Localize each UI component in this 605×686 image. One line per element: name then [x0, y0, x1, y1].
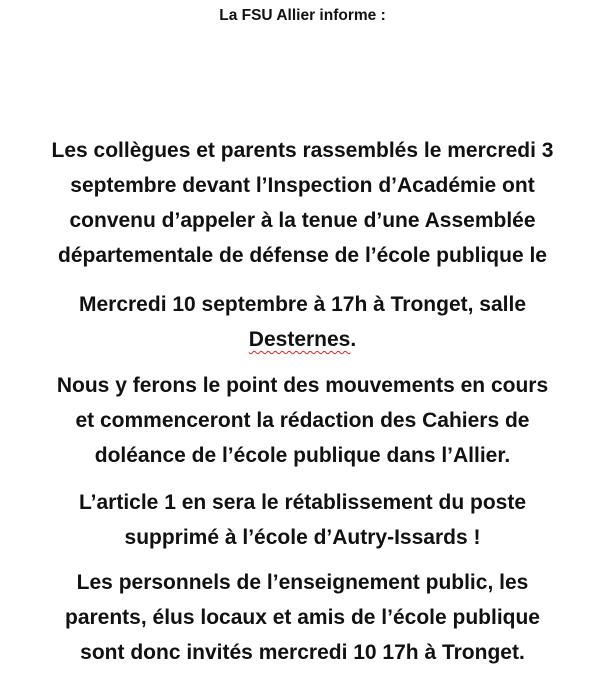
- text-line: départementale de défense de l’école publique le: [58, 244, 547, 267]
- text-line: parents, élus locaux et amis de l’école publique: [65, 606, 540, 629]
- paragraph-agenda: [0, 368, 605, 473]
- document-heading: La FSU Allier informe :: [219, 7, 386, 24]
- text-line: sont donc invités mercredi 10 17h à Tronget.: [80, 641, 525, 664]
- paragraph-invitation: [0, 565, 605, 670]
- text-line: Les personnels de l’enseignement public, les: [76, 571, 529, 594]
- text-line: Les collègues et parents rassemblés le mercredi 3: [51, 139, 554, 162]
- text-line: [0, 322, 605, 357]
- text-line: convenu d’appeler à la tenue d’une Assemblée: [69, 209, 536, 232]
- text-line: doléance de l’école publique dans l’Allier.: [94, 444, 511, 467]
- text-line: et commenceront la rédaction des Cahiers de: [75, 409, 530, 432]
- paragraph-article-one: [0, 485, 605, 555]
- text-line: Nous y ferons le point des mouvements en cours: [56, 374, 549, 397]
- place-suffix: .: [350, 328, 357, 351]
- text-line: supprimé à l’école d’Autry-Issards !: [124, 526, 481, 549]
- place-name-spellcheck: Desternes: [248, 328, 351, 351]
- text-line: L’article 1 en sera le rétablissement du poste: [78, 491, 527, 514]
- text-line: Mercredi 10 septembre à 17h à Tronget, salle: [78, 293, 527, 316]
- paragraph-date-location: [0, 287, 605, 357]
- paragraph-assembly-call: [0, 133, 605, 273]
- text-line: septembre devant l’Inspection d’Académie ont: [70, 174, 535, 197]
